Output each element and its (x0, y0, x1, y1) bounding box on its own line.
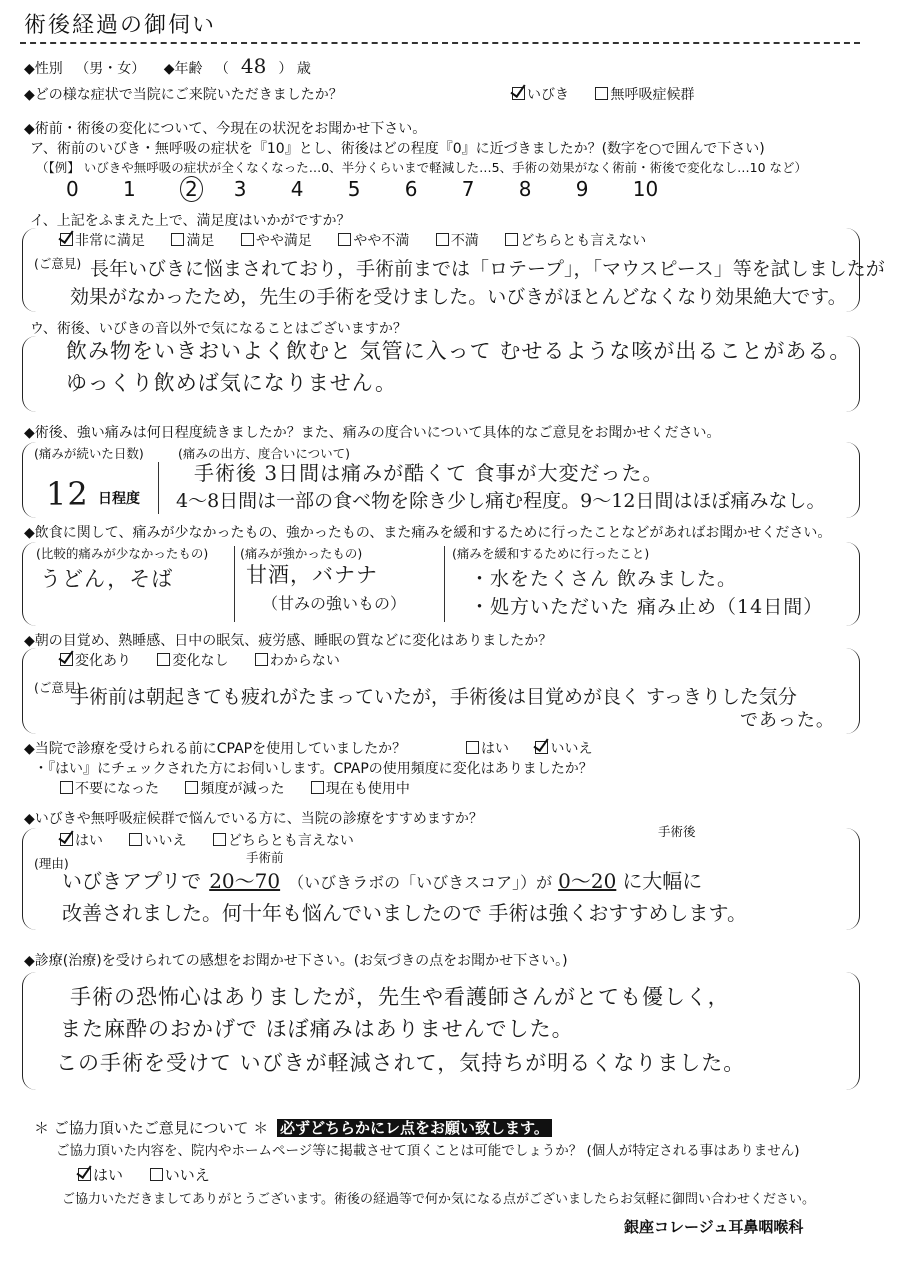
age-unit: 歳 (296, 61, 311, 77)
cpap-no-label: いいえ (550, 741, 593, 757)
satisfied-checkbox[interactable] (171, 233, 184, 246)
food-divider-1 (234, 546, 235, 622)
consent-no-label: いいえ (164, 1166, 210, 1184)
age-value[interactable]: 48 (240, 54, 267, 78)
satisfied-label: 満足 (186, 233, 215, 249)
scale-6[interactable]: 6 (404, 177, 418, 201)
recommend-neither-label: どちらとも言えない (227, 833, 354, 849)
other-line2[interactable]: ゆっくり飲めば気になりません。 (66, 371, 398, 395)
somewhat-dissatisfied-checkbox[interactable] (338, 233, 351, 246)
somewhat-satisfied-label: やや満足 (255, 233, 312, 249)
satisfaction-opinion-label: (ご意見) (34, 256, 82, 271)
recommend-no-checkbox[interactable] (129, 833, 142, 846)
recommend-yes-label: はい (75, 833, 103, 849)
pain-detail-line2[interactable]: 4〜8日間は一部の食べ物を除き少し痛む程度。9〜12日間はほぼ痛みなし。 (176, 490, 826, 512)
scale-9[interactable]: 9 (575, 177, 589, 201)
scale-10[interactable]: 10 (632, 177, 659, 201)
cpap-yes-label: はい (481, 741, 509, 757)
very-satisfied-checkbox[interactable] (60, 233, 73, 246)
somewhat-dissatisfied-label: やや不満 (353, 233, 410, 249)
pain-days-label: (痛みが続いた日数) (34, 446, 144, 461)
sleep-line1[interactable]: 手術前は朝起きても疲れがたまっていたが，手術後は目覚めが良く すっきりした気分 (70, 686, 797, 708)
scale-2[interactable]: 2 (180, 176, 203, 202)
sex-options[interactable]: （男・女） (75, 61, 146, 77)
scale-7[interactable]: 7 (461, 177, 475, 201)
clinic-name: 銀座コレージュ耳鼻咽喉科 (624, 1218, 804, 1236)
snoring-label: いびき (527, 87, 569, 103)
sleep-unknown-label: わからない (269, 653, 340, 669)
consent-heading-b: 必ずどちらかにレ点をお願い致します。 (277, 1119, 552, 1137)
title-divider (20, 42, 860, 44)
consent-question: ご協力頂いた内容を、院内やホームページ等に掲載させて頂くことは可能でしょうか？ (個人が特定される事はありません) (56, 1143, 800, 1159)
dissatisfied-label: 不満 (450, 233, 479, 249)
pain-days-unit: 日程度 (98, 491, 140, 507)
recommend-reason-label: (理由) (34, 856, 69, 871)
cpap-reduced-label: 頻度が減った (200, 781, 285, 797)
thanks-text: ご協力いただきましてありがとうございます。術後の経過等で何か気になる点がございましたらお気軽に御問い合わせください。 (62, 1192, 815, 1207)
impression-line3[interactable]: この手術を受けて いびきが軽減されて，気持ちが明るくなりました。 (56, 1051, 746, 1075)
sleep-options (60, 652, 340, 670)
cpap-yes-checkbox[interactable] (466, 741, 479, 754)
page-title: 術後経過の御伺い (24, 13, 217, 38)
cpap-no-checkbox[interactable] (535, 741, 548, 754)
food-col3-line1[interactable]: ・水をたくさん 飲みました。 (470, 568, 738, 590)
sleep-question: ◆朝の目覚め、熟睡感、日中の眠気、疲労感、睡眠の質などに変化はありましたか？ (24, 633, 553, 649)
symptom-options (512, 86, 694, 104)
pain-divider (158, 462, 159, 514)
change-example: （【例】 いびきや無呼吸の症状が全くなくなった…0、半分くらいまで軽減した…5、手術の効果がなく術前・術後で変化なし…10 など） (36, 160, 808, 175)
recommend-neither-checkbox[interactable] (213, 833, 226, 846)
consent-yes-label: はい (93, 1166, 124, 1184)
cpap-not-needed-checkbox[interactable] (60, 781, 73, 794)
food-col1-label: (比較的痛みが少なかったもの) (36, 546, 209, 561)
consent-options (78, 1166, 210, 1184)
sleep-unchanged-label: 変化なし (172, 653, 229, 669)
scale-3[interactable]: 3 (233, 177, 247, 201)
recommend-line2[interactable]: 改善されました。何十年も悩んでいましたので 手術は強くおすすめします。 (62, 901, 747, 925)
cpap-question: ◆当院で診療を受けられる前にCPAPを使用していましたか？ (24, 741, 407, 757)
cpap-reduced-checkbox[interactable] (185, 781, 198, 794)
scale-8[interactable]: 8 (518, 177, 532, 201)
very-satisfied-label: 非常に満足 (75, 233, 145, 249)
sleep-unknown-checkbox[interactable] (255, 653, 268, 666)
apnea-checkbox[interactable] (595, 87, 608, 100)
somewhat-satisfied-checkbox[interactable] (241, 233, 254, 246)
scale-5[interactable]: 5 (347, 177, 361, 201)
sleep-changed-label: 変化あり (75, 653, 131, 669)
cpap-still-using-checkbox[interactable] (311, 781, 324, 794)
sleep-opinion-label: (ご意見) (34, 680, 82, 695)
food-col1-value[interactable]: うどん，そば (40, 567, 174, 591)
recommend-note-after: 手術後 (658, 824, 696, 839)
food-question: ◆飲食に関して、痛みが少なかったもの、強かったもの、また痛みを緩和するために行ったことなどがあればお聞かせください。 (24, 525, 832, 541)
recommend-note-before: 手術前 (246, 850, 284, 865)
recommend-line1[interactable]: いびきアプリで 20〜70 （いびきラボの「いびきスコア」）が 0〜20 に大幅に (62, 869, 703, 893)
food-col2-label: (痛みが強かったもの) (240, 546, 363, 561)
satisfaction-question: イ、上記をふまえた上で、満足度はいかがですか？ (30, 213, 351, 229)
apnea-label: 無呼吸症候群 (610, 87, 695, 103)
recommend-options (60, 832, 354, 850)
other-question: ウ、術後、いびきの音以外で気になることはございますか？ (30, 321, 407, 337)
consent-yes-checkbox[interactable] (78, 1168, 91, 1181)
food-divider-2 (444, 546, 445, 622)
food-col3-line2[interactable]: ・処方いただいた 痛み止め（14日間） (470, 596, 824, 618)
consent-heading (34, 1118, 552, 1138)
neither-checkbox[interactable] (505, 233, 518, 246)
change-question: ◆術前・術後の変化について、今現在の状況をお聞かせ下さい。 (24, 121, 427, 137)
recommend-yes-checkbox[interactable] (60, 833, 73, 846)
scale-4[interactable]: 4 (290, 177, 304, 201)
other-line1[interactable]: 飲み物をいきおいよく飲むと 気管に入って むせるような咳が出ることがある。 (66, 339, 852, 363)
change-scale (66, 176, 690, 202)
impression-question: ◆診療(治療)を受けられての感想をお聞かせ下さい。(お気づきの点をお聞かせ下さい。) (24, 953, 568, 969)
cpap-still-using-label: 現在も使用中 (325, 781, 410, 797)
pain-days-value[interactable]: 12 (46, 475, 89, 513)
scale-0[interactable]: 0 (66, 177, 79, 201)
sleep-line2[interactable]: であった。 (740, 710, 835, 731)
cpap-options (466, 740, 592, 758)
food-col2-line1[interactable]: 甘酒，バナナ (246, 563, 378, 587)
snoring-checkbox[interactable] (512, 87, 525, 100)
neither-label: どちらとも言えない (520, 233, 647, 249)
change-subquestion: ア、術前のいびき・無呼吸の症状を『10』とし、術後はどの程度『0』に近づきましたか？(数字を○で囲んで下さい) (30, 141, 765, 157)
dissatisfied-checkbox[interactable] (436, 233, 449, 246)
pain-detail-line1[interactable]: 手術後 3日間は痛みが酷くて 食事が大変だった。 (194, 461, 664, 485)
food-col3-label: (痛みを緩和するために行ったこと) (452, 546, 650, 561)
cpap-not-needed-label: 不要になった (75, 781, 159, 797)
sleep-changed-checkbox[interactable] (60, 653, 73, 666)
cpap-subquestion: ・『はい』にチェックされた方にお伺いします。CPAPの使用頻度に変化はありましたか？ (34, 761, 593, 777)
recommend-no-label: いいえ (144, 833, 187, 849)
symptom-question: ◆どの様な症状で当院にご来院いただきましたか？ (24, 87, 343, 103)
pain-question: ◆術後、強い痛みは何日程度続きましたか？また、痛みの度合いについて具体的なご意見をお聞かせください。 (24, 425, 721, 441)
satisfaction-opinion-line2[interactable]: 効果がなかったため，先生の手術を受けました。いびきがほとんどなくなり効果絶大です。 (70, 286, 847, 308)
sex-label: ◆性別 (24, 61, 63, 77)
satisfaction-options (60, 232, 646, 250)
satisfaction-opinion-line1[interactable]: 長年いびきに悩まされており，手術前までは「ロテープ」，「マウスピース」等を試しましたが (90, 258, 885, 280)
sleep-unchanged-checkbox[interactable] (157, 653, 170, 666)
food-col2-line2[interactable]: （甘みの強いもの） (262, 594, 407, 613)
scale-1[interactable]: 1 (123, 177, 136, 201)
pain-detail-label: (痛みの出方、度合いについて) (178, 446, 351, 461)
consent-no-checkbox[interactable] (150, 1168, 163, 1181)
age-label: ◆年齢 (163, 61, 203, 77)
consent-heading-a: ＊ ご協力頂いたご意見について ＊ (34, 1119, 269, 1137)
cpap-sub-options (60, 780, 410, 798)
impression-line2[interactable]: また麻酔のおかげで ほぼ痛みはありませんでした。 (60, 1017, 574, 1041)
recommend-question: ◆いびきや無呼吸症候群で悩んでいる方に、当院の診療をすすめますか？ (24, 811, 483, 827)
impression-line1[interactable]: 手術の恐怖心はありましたが，先生や看護師さんがとても優しく， (70, 985, 730, 1009)
profile-row: ◆性別 （男・女） ◆年齢 （ 48 ） 歳 (24, 54, 311, 78)
